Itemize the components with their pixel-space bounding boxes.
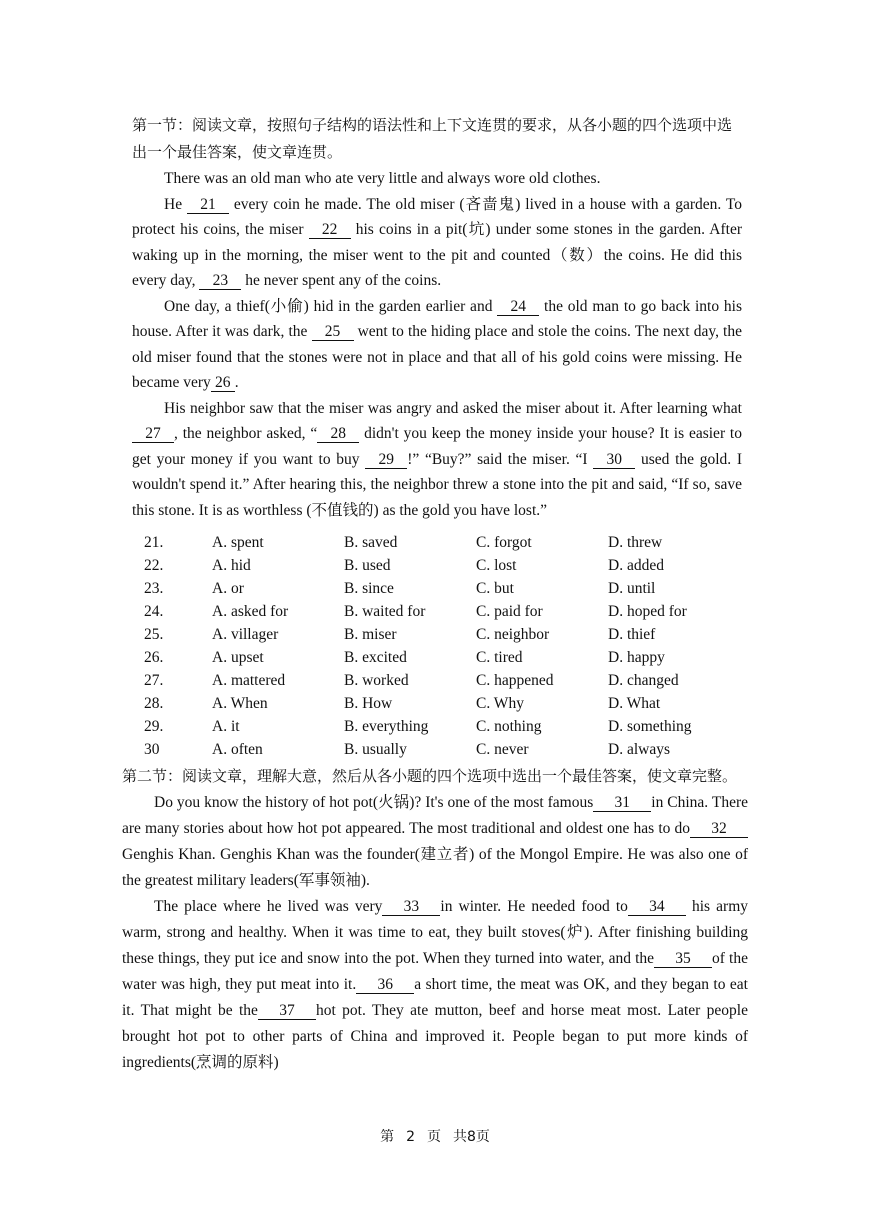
option-b: B. excited	[344, 649, 407, 666]
passage1-paragraph-1: There was an old man who ate very little and always wore old clothes.	[164, 170, 601, 187]
option-row-22	[144, 554, 692, 577]
option-b: B. saved	[344, 534, 398, 551]
option-d: D. something	[608, 718, 692, 735]
question-number: 25.	[144, 626, 164, 643]
blank-26: 26	[211, 374, 235, 392]
option-a: A. spent	[212, 534, 264, 551]
option-b: B. used	[344, 557, 391, 574]
blank-21: 21	[187, 196, 229, 214]
option-d: D. changed	[608, 672, 679, 689]
blank-37: 37	[258, 1002, 316, 1020]
option-a: A. it	[212, 718, 240, 735]
page-footer: 第 2 页 共8页	[380, 1129, 490, 1145]
option-c: C. happened	[476, 672, 554, 689]
blank-35: 35	[654, 950, 712, 968]
options-table	[144, 531, 692, 761]
blank-31: 31	[593, 794, 651, 812]
option-c: C. but	[476, 580, 514, 597]
section2-heading: 第二节：阅读文章，理解大意，然后从各小题的四个选项中选出一个最佳答案，使文章完整。	[122, 767, 738, 785]
option-row-30	[144, 738, 692, 761]
passage2-paragraph-1: Do you know the history of hot pot(火锅)? It's one of the most famous 31 in China. There are many stories about how hot pot appeared. The most traditional and oldest one has to do 32Genghis Khan. Genghis Khan was the founder(建立者) of the Mongol Empire. He was also one of the greatest military leaders(军事领袖).	[122, 794, 748, 889]
option-row-23	[144, 577, 692, 600]
option-row-26	[144, 646, 692, 669]
option-a: A. asked for	[212, 603, 289, 620]
question-number: 28.	[144, 695, 164, 712]
blank-27: 27	[132, 425, 174, 443]
blank-28: 28	[317, 425, 359, 443]
blank-24: 24	[497, 298, 539, 316]
blank-25: 25	[312, 323, 354, 341]
option-row-21	[144, 531, 692, 554]
option-b: B. usually	[344, 741, 407, 758]
option-d: D. until	[608, 580, 656, 597]
option-b: B. worked	[344, 672, 409, 689]
total-pages: 共8页	[453, 1129, 490, 1145]
option-d: D. thief	[608, 626, 656, 643]
option-d: D. hoped for	[608, 603, 687, 620]
option-c: C. tired	[476, 649, 523, 666]
option-d: D. happy	[608, 649, 665, 666]
blank-23: 23	[199, 272, 241, 290]
option-a: A. often	[212, 741, 263, 758]
question-number: 29.	[144, 718, 164, 735]
option-b: B. since	[344, 580, 394, 597]
option-row-29	[144, 715, 692, 738]
option-b: B. waited for	[344, 603, 426, 620]
option-a: A. or	[212, 580, 244, 597]
blank-33: 33	[382, 898, 440, 916]
blank-22: 22	[309, 221, 351, 239]
blank-29: 29	[365, 451, 407, 469]
section2	[122, 763, 748, 1076]
option-d: D. added	[608, 557, 664, 574]
option-c: C. neighbor	[476, 626, 550, 643]
option-b: B. How	[344, 695, 393, 712]
option-c: C. nothing	[476, 718, 542, 735]
option-a: A. upset	[212, 649, 264, 666]
option-row-27	[144, 669, 692, 692]
option-a: A. mattered	[212, 672, 286, 689]
blank-36: 36	[356, 976, 414, 994]
passage1-paragraph-4: His neighbor saw that the miser was angry and asked the miser about it. After learning what 27 , the neighbor asked, “ 28 didn't you keep the money inside your house? It is easier to get your money if you want to buy 29 !” “Buy?” said the miser. “I 30 used the gold. I wouldn't spend it.” After hearing this, the neighbor threw a stone into the pit and said, “If so, save this stone. It is as worthless (不值钱的) as the gold you have lost.”	[132, 399, 742, 519]
passage1-paragraph-2: He 21 every coin he made. The old miser (吝啬鬼) lived in a house with a garden. To protect his coins, the miser 22 his coins in a pit(坑) under some stones in the garden. After waking up in the morning, the miser went to the pit and counted（数）the coins. He did this every day, 23 he never spent any of the coins.	[132, 195, 742, 289]
option-b: B. miser	[344, 626, 397, 643]
blank-34: 34	[628, 898, 686, 916]
option-row-28	[144, 692, 692, 715]
option-row-25	[144, 623, 692, 646]
option-c: C. forgot	[476, 534, 532, 551]
passage2-paragraph-2: The place where he lived was very 33 in winter. He needed food to 34 his army warm, strong and healthy. When it was time to eat, they built stoves(炉). After finishing building these things, they put ice and snow into the pot. When they turned into water, and the 35 of the water was high, they put meat into it. 36 a short time, the meat was OK, and they began to eat it. That might be the 37 hot pot. They ate mutton, beef and horse meat most. Later people brought hot pot to other parts of China and improved it. People began to put more kinds of ingredients(烹调的原料)	[122, 898, 748, 1071]
option-c: C. Why	[476, 695, 524, 712]
option-d: D. always	[608, 741, 670, 758]
blank-30: 30	[593, 451, 635, 469]
option-a: A. villager	[212, 626, 279, 643]
option-d: D. What	[608, 695, 661, 712]
question-number: 24.	[144, 603, 164, 620]
option-c: C. lost	[476, 557, 517, 574]
option-c: C. never	[476, 741, 529, 758]
question-number: 26.	[144, 649, 164, 666]
question-number: 21.	[144, 534, 164, 551]
question-number: 30	[144, 741, 160, 758]
page-number: 2	[406, 1129, 415, 1145]
option-a: A. hid	[212, 557, 251, 574]
question-number: 27.	[144, 672, 164, 689]
option-b: B. everything	[344, 718, 429, 735]
question-number: 22.	[144, 557, 164, 574]
option-a: A. When	[212, 695, 268, 712]
option-row-24	[144, 600, 692, 623]
option-d: D. threw	[608, 534, 663, 551]
passage1-paragraph-3: One day, a thief(小偷) hid in the garden earlier and 24 the old man to go back into his house. After it was dark, the 25 went to the hiding place and stole the coins. The next day, the old miser found that the stones were not in place and that all of his gold coins were missing. He became very 26 .	[132, 297, 742, 391]
blank-32: 32	[690, 820, 748, 838]
section1-heading: 第一节：阅读文章，按照句子结构的语法性和上下文连贯的要求，从各小题的四个选项中选出一个最佳答案，使文章连贯。	[132, 116, 733, 161]
question-number: 23.	[144, 580, 164, 597]
option-c: C. paid for	[476, 603, 543, 620]
